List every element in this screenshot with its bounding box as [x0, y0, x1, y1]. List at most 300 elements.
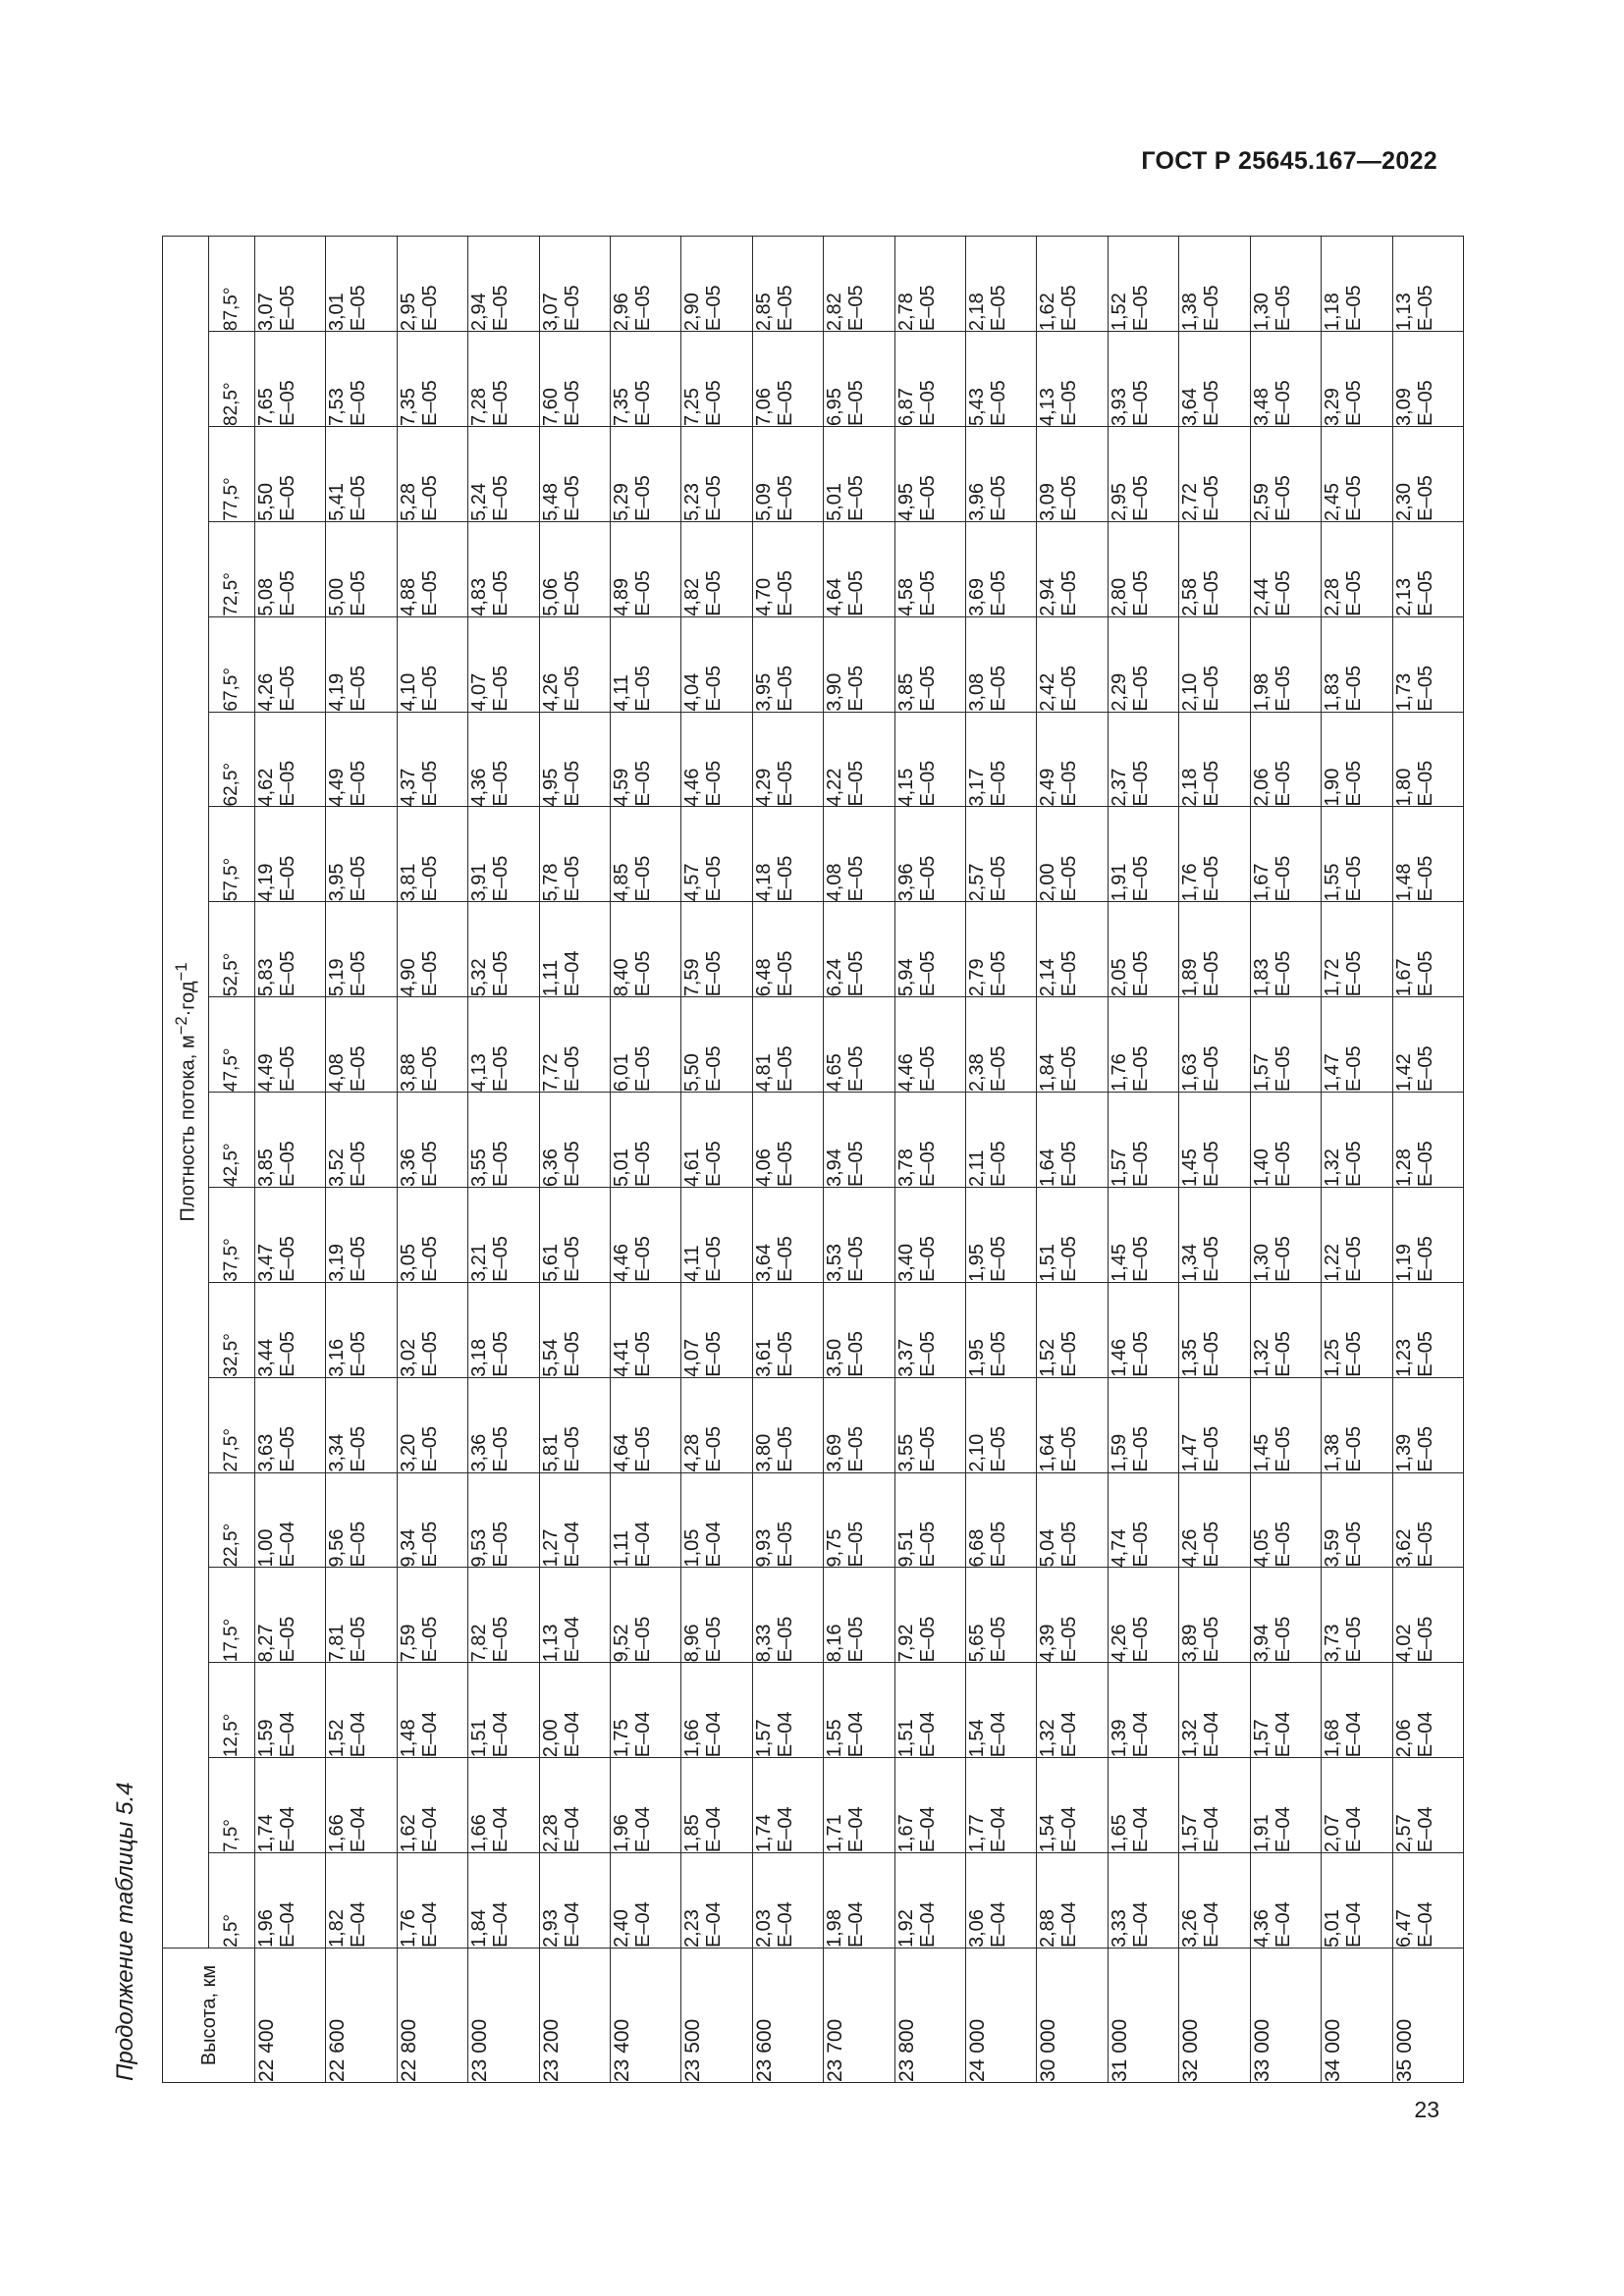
- value-mantissa: 2,88: [1037, 1909, 1059, 1948]
- value-exponent: E–05: [1272, 475, 1294, 521]
- value-exponent: E–04: [1129, 1901, 1152, 1948]
- value-mantissa: 5,32: [468, 958, 491, 997]
- value-exponent: E–04: [1058, 1711, 1081, 1758]
- table-row: [326, 237, 397, 2083]
- value-exponent: E–04: [348, 1711, 370, 1758]
- flux-value-cell: [1108, 1853, 1178, 1949]
- value-exponent: E–05: [703, 665, 726, 712]
- inclination-column-header: 12,5°: [209, 1663, 255, 1758]
- flux-value-cell: [611, 902, 681, 997]
- value-mantissa: 4,13: [468, 1053, 491, 1093]
- value-mantissa: 1,51: [468, 1719, 491, 1758]
- table-row: [1037, 237, 1108, 2083]
- value-exponent: E–05: [1058, 380, 1081, 426]
- flux-value-cell: [468, 1853, 539, 1949]
- flux-value-cell: [326, 427, 397, 522]
- value-mantissa: 6,48: [752, 958, 775, 997]
- flux-value-cell: [824, 1282, 894, 1377]
- flux-value-cell: [824, 997, 894, 1093]
- flux-value-cell: [1037, 997, 1108, 1093]
- value-exponent: E–05: [1058, 1331, 1081, 1377]
- value-exponent: E–05: [348, 1331, 370, 1377]
- flux-value-cell: [966, 1758, 1037, 1853]
- value-exponent: E–05: [632, 950, 655, 997]
- flux-value-cell: [1037, 902, 1108, 997]
- value-exponent: E–05: [632, 1425, 655, 1472]
- value-mantissa: 2,29: [1108, 672, 1130, 712]
- table-row: [894, 237, 965, 2083]
- value-mantissa: 1,48: [1392, 863, 1415, 902]
- value-mantissa: 5,48: [539, 482, 562, 521]
- value-exponent: E–05: [1058, 1045, 1081, 1093]
- value-exponent: E–05: [845, 1236, 868, 1282]
- flux-value-cell: [1108, 1758, 1178, 1853]
- value-mantissa: 4,41: [611, 1338, 633, 1377]
- flux-value-cell: [966, 1663, 1037, 1758]
- flux-value-cell: [681, 1663, 752, 1758]
- flux-value-cell: [611, 1663, 681, 1758]
- value-mantissa: 1,27: [539, 1528, 562, 1568]
- value-mantissa: 7,60: [539, 388, 562, 426]
- value-exponent: E–05: [988, 1425, 1010, 1472]
- value-exponent: E–05: [988, 665, 1010, 712]
- value-exponent: E–05: [490, 1331, 513, 1377]
- flux-value-cell: [1392, 1663, 1464, 1758]
- value-exponent: E–05: [703, 1141, 726, 1187]
- value-exponent: E–05: [1201, 1236, 1223, 1282]
- value-mantissa: 7,28: [468, 388, 491, 426]
- table-row: [681, 237, 752, 2083]
- value-exponent: E–05: [1343, 1331, 1366, 1377]
- flux-value-cell: [468, 1377, 539, 1472]
- value-mantissa: 3,91: [468, 863, 491, 902]
- value-mantissa: 6,68: [966, 1528, 989, 1568]
- value-exponent: E–04: [1058, 1901, 1081, 1948]
- altitude-cell: 24 000: [966, 1949, 1037, 2083]
- value-exponent: E–05: [1129, 1425, 1152, 1472]
- value-mantissa: 3,93: [1108, 388, 1130, 426]
- flux-value-cell: [326, 521, 397, 616]
- value-mantissa: 1,67: [1250, 863, 1272, 902]
- value-exponent: E–05: [1129, 1331, 1152, 1377]
- value-mantissa: 9,93: [752, 1528, 775, 1568]
- value-exponent: E–05: [703, 1616, 726, 1663]
- flux-value-cell: [539, 521, 610, 616]
- inclination-column-header: 32,5°: [209, 1282, 255, 1377]
- altitude-cell: 34 000: [1322, 1949, 1392, 2083]
- flux-value-cell: [397, 427, 467, 522]
- inclination-column-header: 67,5°: [209, 616, 255, 712]
- value-mantissa: 7,72: [539, 1053, 562, 1093]
- value-mantissa: 1,38: [1179, 293, 1202, 332]
- flux-value-cell: [326, 1853, 397, 1949]
- value-mantissa: 1,95: [966, 1243, 989, 1282]
- value-exponent: E–05: [845, 1521, 868, 1568]
- value-mantissa: 1,55: [824, 1719, 846, 1758]
- flux-value-cell: [824, 427, 894, 522]
- value-exponent: E–05: [561, 475, 583, 521]
- value-mantissa: 7,92: [894, 1624, 917, 1663]
- flux-value-cell: [611, 427, 681, 522]
- value-mantissa: 3,78: [894, 1148, 917, 1187]
- value-mantissa: 3,64: [1179, 388, 1202, 426]
- value-exponent: E–05: [845, 760, 868, 807]
- flux-value-cell: [539, 902, 610, 997]
- flux-value-cell: [1392, 712, 1464, 807]
- value-mantissa: 1,68: [1322, 1719, 1344, 1758]
- value-exponent: E–05: [1129, 665, 1152, 712]
- value-mantissa: 1,39: [1108, 1719, 1130, 1758]
- value-mantissa: 3,64: [752, 1243, 775, 1282]
- flux-value-cell: [1037, 1188, 1108, 1283]
- value-exponent: E–05: [703, 570, 726, 616]
- flux-value-cell: [1108, 902, 1178, 997]
- value-mantissa: 4,08: [326, 1053, 349, 1093]
- value-mantissa: 1,59: [1108, 1433, 1130, 1472]
- value-exponent: E–05: [1414, 1616, 1436, 1663]
- rotated-content: [103, 236, 1464, 2083]
- flux-value-cell: [539, 807, 610, 902]
- value-mantissa: 4,39: [1037, 1624, 1059, 1663]
- value-exponent: E–04: [632, 1521, 655, 1568]
- flux-value-cell: [539, 616, 610, 712]
- value-mantissa: 1,82: [326, 1909, 349, 1948]
- flux-value-cell: [966, 332, 1037, 427]
- value-exponent: E–04: [1414, 1901, 1436, 1948]
- flux-value-cell: [1179, 237, 1250, 332]
- inclination-column-header: 37,5°: [209, 1188, 255, 1283]
- value-mantissa: 1,72: [1322, 958, 1344, 997]
- table-row: [1179, 237, 1250, 2083]
- flux-value-cell: [397, 712, 467, 807]
- flux-value-cell: [1392, 902, 1464, 997]
- value-mantissa: 3,21: [468, 1243, 491, 1282]
- flux-value-cell: [824, 616, 894, 712]
- value-mantissa: 5,04: [1037, 1528, 1059, 1568]
- value-exponent: E–05: [845, 285, 868, 332]
- flux-value-cell: [681, 1377, 752, 1472]
- value-exponent: E–05: [348, 475, 370, 521]
- value-mantissa: 1,11: [539, 959, 562, 997]
- altitude-cell: 22 400: [255, 1949, 326, 2083]
- value-mantissa: 3,55: [894, 1433, 917, 1472]
- value-mantissa: 1,47: [1322, 1053, 1344, 1093]
- value-mantissa: 1,77: [966, 1814, 989, 1853]
- flux-value-cell: [1322, 997, 1392, 1093]
- value-exponent: E–05: [490, 1521, 513, 1568]
- value-mantissa: 5,08: [255, 577, 277, 616]
- value-mantissa: 3,61: [752, 1338, 775, 1377]
- flux-value-cell: [468, 1282, 539, 1377]
- value-mantissa: 4,46: [611, 1243, 633, 1282]
- value-mantissa: 2,14: [1037, 958, 1059, 997]
- flux-value-cell: [894, 1282, 965, 1377]
- value-exponent: E–05: [845, 1045, 868, 1093]
- value-mantissa: 1,45: [1179, 1148, 1202, 1187]
- value-mantissa: 4,10: [397, 672, 419, 712]
- flux-value-cell: [752, 997, 823, 1093]
- value-mantissa: 2,94: [468, 293, 491, 332]
- value-exponent: E–05: [632, 665, 655, 712]
- flux-value-cell: [1108, 712, 1178, 807]
- flux-value-cell: [1108, 521, 1178, 616]
- value-mantissa: 1,83: [1250, 958, 1272, 997]
- value-exponent: E–04: [845, 1711, 868, 1758]
- flux-value-cell: [468, 616, 539, 712]
- value-mantissa: 1,22: [1322, 1243, 1344, 1282]
- altitude-cell: 23 700: [824, 1949, 894, 2083]
- flux-value-cell: [894, 1853, 965, 1949]
- header-row-2: [209, 237, 255, 2083]
- value-exponent: E–05: [418, 1331, 441, 1377]
- flux-value-cell: [468, 902, 539, 997]
- value-mantissa: 4,18: [752, 863, 775, 902]
- value-exponent: E–05: [1201, 1331, 1223, 1377]
- value-exponent: E–04: [703, 1521, 726, 1568]
- flux-value-cell: [326, 712, 397, 807]
- value-exponent: E–04: [1414, 1711, 1436, 1758]
- value-exponent: E–05: [632, 570, 655, 616]
- flux-value-cell: [894, 521, 965, 616]
- value-mantissa: 2,10: [966, 1433, 989, 1472]
- flux-value-cell: [326, 807, 397, 902]
- flux-value-cell: [752, 1758, 823, 1853]
- flux-value-cell: [397, 521, 467, 616]
- value-mantissa: 3,95: [326, 863, 349, 902]
- value-exponent: E–04: [277, 1806, 298, 1853]
- flux-value-cell: [539, 997, 610, 1093]
- flux-value-cell: [611, 237, 681, 332]
- value-mantissa: 4,82: [681, 577, 704, 616]
- value-mantissa: 2,72: [1179, 482, 1202, 521]
- table-body: [255, 237, 1464, 2083]
- value-exponent: E–04: [1129, 1806, 1152, 1853]
- value-exponent: E–04: [1201, 1901, 1223, 1948]
- value-exponent: E–05: [418, 475, 441, 521]
- value-mantissa: 4,04: [681, 672, 704, 712]
- value-exponent: E–05: [418, 1616, 441, 1663]
- value-exponent: E–05: [916, 665, 939, 712]
- value-exponent: E–05: [774, 1141, 796, 1187]
- value-exponent: E–05: [774, 380, 796, 426]
- value-mantissa: 3,96: [966, 482, 989, 521]
- value-mantissa: 4,61: [681, 1148, 704, 1187]
- value-mantissa: 9,51: [894, 1528, 917, 1568]
- value-exponent: E–05: [845, 380, 868, 426]
- value-mantissa: 2,85: [752, 293, 775, 332]
- value-exponent: E–05: [418, 1141, 441, 1187]
- value-exponent: E–04: [632, 1711, 655, 1758]
- value-exponent: E–04: [1343, 1806, 1366, 1853]
- value-mantissa: 7,35: [397, 388, 419, 426]
- value-exponent: E–05: [1058, 1236, 1081, 1282]
- value-mantissa: 3,29: [1322, 388, 1344, 426]
- value-mantissa: 2,93: [539, 1909, 562, 1948]
- value-mantissa: 9,75: [824, 1528, 846, 1568]
- value-exponent: E–05: [845, 665, 868, 712]
- value-exponent: E–05: [774, 1616, 796, 1663]
- value-exponent: E–04: [1343, 1711, 1366, 1758]
- flux-value-cell: [255, 807, 326, 902]
- flux-value-cell: [1179, 712, 1250, 807]
- value-exponent: E–05: [1129, 950, 1152, 997]
- value-mantissa: 4,08: [824, 863, 846, 902]
- value-mantissa: 5,50: [255, 482, 277, 521]
- value-exponent: E–05: [916, 380, 939, 426]
- value-mantissa: 3,05: [397, 1243, 419, 1282]
- value-exponent: E–05: [277, 1616, 298, 1663]
- flux-value-cell: [1250, 1758, 1321, 1853]
- value-exponent: E–05: [277, 950, 298, 997]
- value-mantissa: 4,83: [468, 577, 491, 616]
- flux-value-cell: [611, 1568, 681, 1663]
- flux-value-cell: [539, 1853, 610, 1949]
- value-exponent: E–05: [1058, 665, 1081, 712]
- value-mantissa: 3,09: [1392, 388, 1415, 426]
- value-mantissa: 4,26: [1179, 1528, 1202, 1568]
- value-mantissa: 3,50: [824, 1338, 846, 1377]
- value-mantissa: 1,98: [1250, 672, 1272, 712]
- value-mantissa: 4,62: [255, 768, 277, 807]
- flux-value-cell: [681, 712, 752, 807]
- value-exponent: E–05: [1343, 1045, 1366, 1093]
- flux-value-cell: [1250, 1188, 1321, 1283]
- value-exponent: E–05: [1201, 855, 1223, 902]
- value-exponent: E–05: [774, 855, 796, 902]
- value-mantissa: 2,10: [1179, 672, 1202, 712]
- value-exponent: E–05: [348, 950, 370, 997]
- value-mantissa: 1,32: [1179, 1719, 1202, 1758]
- value-exponent: E–05: [1201, 1616, 1223, 1663]
- flux-value-cell: [611, 1853, 681, 1949]
- flux-value-cell: [255, 616, 326, 712]
- flux-value-cell: [752, 332, 823, 427]
- flux-value-cell: [1108, 1472, 1178, 1568]
- flux-value-cell: [752, 902, 823, 997]
- value-exponent: E–05: [916, 1425, 939, 1472]
- value-mantissa: 4,26: [255, 672, 277, 712]
- value-mantissa: 2,79: [966, 958, 989, 997]
- value-exponent: E–05: [1272, 1141, 1294, 1187]
- flux-value-cell: [1322, 1282, 1392, 1377]
- value-exponent: E–04: [277, 1521, 298, 1568]
- flux-value-cell: [966, 1377, 1037, 1472]
- value-mantissa: 2,03: [752, 1909, 775, 1948]
- value-mantissa: 1,00: [255, 1528, 277, 1568]
- value-exponent: E–05: [1201, 285, 1223, 332]
- altitude-cell: 35 000: [1392, 1949, 1464, 2083]
- value-mantissa: 3,85: [255, 1148, 277, 1187]
- flux-value-cell: [966, 1472, 1037, 1568]
- value-mantissa: 5,94: [894, 958, 917, 997]
- value-exponent: E–05: [632, 475, 655, 521]
- flux-value-cell: [468, 807, 539, 902]
- value-exponent: E–05: [348, 380, 370, 426]
- value-mantissa: 3,69: [824, 1433, 846, 1472]
- flux-value-cell: [1037, 1472, 1108, 1568]
- value-exponent: E–05: [561, 1331, 583, 1377]
- value-exponent: E–05: [1201, 760, 1223, 807]
- value-exponent: E–05: [1201, 380, 1223, 426]
- value-exponent: E–05: [1201, 570, 1223, 616]
- value-mantissa: 7,35: [611, 388, 633, 426]
- value-exponent: E–05: [1058, 285, 1081, 332]
- flux-value-cell: [539, 1758, 610, 1853]
- flux-value-cell: [255, 1282, 326, 1377]
- flux-value-cell: [1392, 1472, 1464, 1568]
- value-exponent: E–05: [348, 1141, 370, 1187]
- flux-value-cell: [1322, 237, 1392, 332]
- value-mantissa: 2,58: [1179, 577, 1202, 616]
- flux-value-cell: [966, 616, 1037, 712]
- value-exponent: E–05: [1414, 475, 1436, 521]
- flux-value-cell: [681, 1853, 752, 1949]
- value-exponent: E–05: [988, 380, 1010, 426]
- value-mantissa: 3,55: [468, 1148, 491, 1187]
- value-exponent: E–05: [348, 1521, 370, 1568]
- value-mantissa: 1,64: [1037, 1433, 1059, 1472]
- flux-value-cell: [1179, 1568, 1250, 1663]
- flux-value-cell: [255, 1377, 326, 1472]
- value-mantissa: 2,40: [611, 1909, 633, 1948]
- value-exponent: E–05: [988, 1141, 1010, 1187]
- value-exponent: E–05: [1058, 1141, 1081, 1187]
- value-mantissa: 5,61: [539, 1243, 562, 1282]
- value-mantissa: 2,23: [681, 1909, 704, 1948]
- value-exponent: E–04: [703, 1711, 726, 1758]
- flux-value-cell: [1108, 1188, 1178, 1283]
- value-exponent: E–04: [988, 1806, 1010, 1853]
- flux-value-cell: [966, 997, 1037, 1093]
- flux-value-cell: [1250, 1093, 1321, 1188]
- value-exponent: E–05: [418, 1236, 441, 1282]
- flux-value-cell: [611, 712, 681, 807]
- value-exponent: E–04: [988, 1711, 1010, 1758]
- value-exponent: E–04: [916, 1711, 939, 1758]
- table-row: [966, 237, 1037, 2083]
- value-mantissa: 3,81: [397, 863, 419, 902]
- value-mantissa: 1,91: [1108, 863, 1130, 902]
- value-mantissa: 4,06: [752, 1148, 775, 1187]
- flux-value-cell: [468, 712, 539, 807]
- value-exponent: E–05: [561, 665, 583, 712]
- value-mantissa: 1,64: [1037, 1148, 1059, 1187]
- value-mantissa: 2,82: [824, 293, 846, 332]
- flux-value-cell: [824, 332, 894, 427]
- altitude-cell: 23 000: [468, 1949, 539, 2083]
- value-mantissa: 1,91: [1250, 1814, 1272, 1853]
- flux-value-cell: [1322, 1758, 1392, 1853]
- value-exponent: E–05: [1343, 1425, 1366, 1472]
- flux-value-cell: [752, 1282, 823, 1377]
- value-exponent: E–05: [561, 855, 583, 902]
- flux-value-cell: [1250, 712, 1321, 807]
- flux-value-cell: [611, 521, 681, 616]
- value-mantissa: 6,87: [894, 388, 917, 426]
- value-exponent: E–05: [1272, 855, 1294, 902]
- flux-value-cell: [824, 1188, 894, 1283]
- value-exponent: E–05: [774, 570, 796, 616]
- value-exponent: E–05: [988, 475, 1010, 521]
- flux-value-cell: [681, 427, 752, 522]
- value-mantissa: 1,66: [468, 1814, 491, 1853]
- flux-value-cell: [255, 1472, 326, 1568]
- value-exponent: E–05: [774, 760, 796, 807]
- value-exponent: E–05: [1343, 855, 1366, 902]
- value-mantissa: 3,02: [397, 1338, 419, 1377]
- value-exponent: E–05: [1201, 665, 1223, 712]
- flux-value-cell: [894, 712, 965, 807]
